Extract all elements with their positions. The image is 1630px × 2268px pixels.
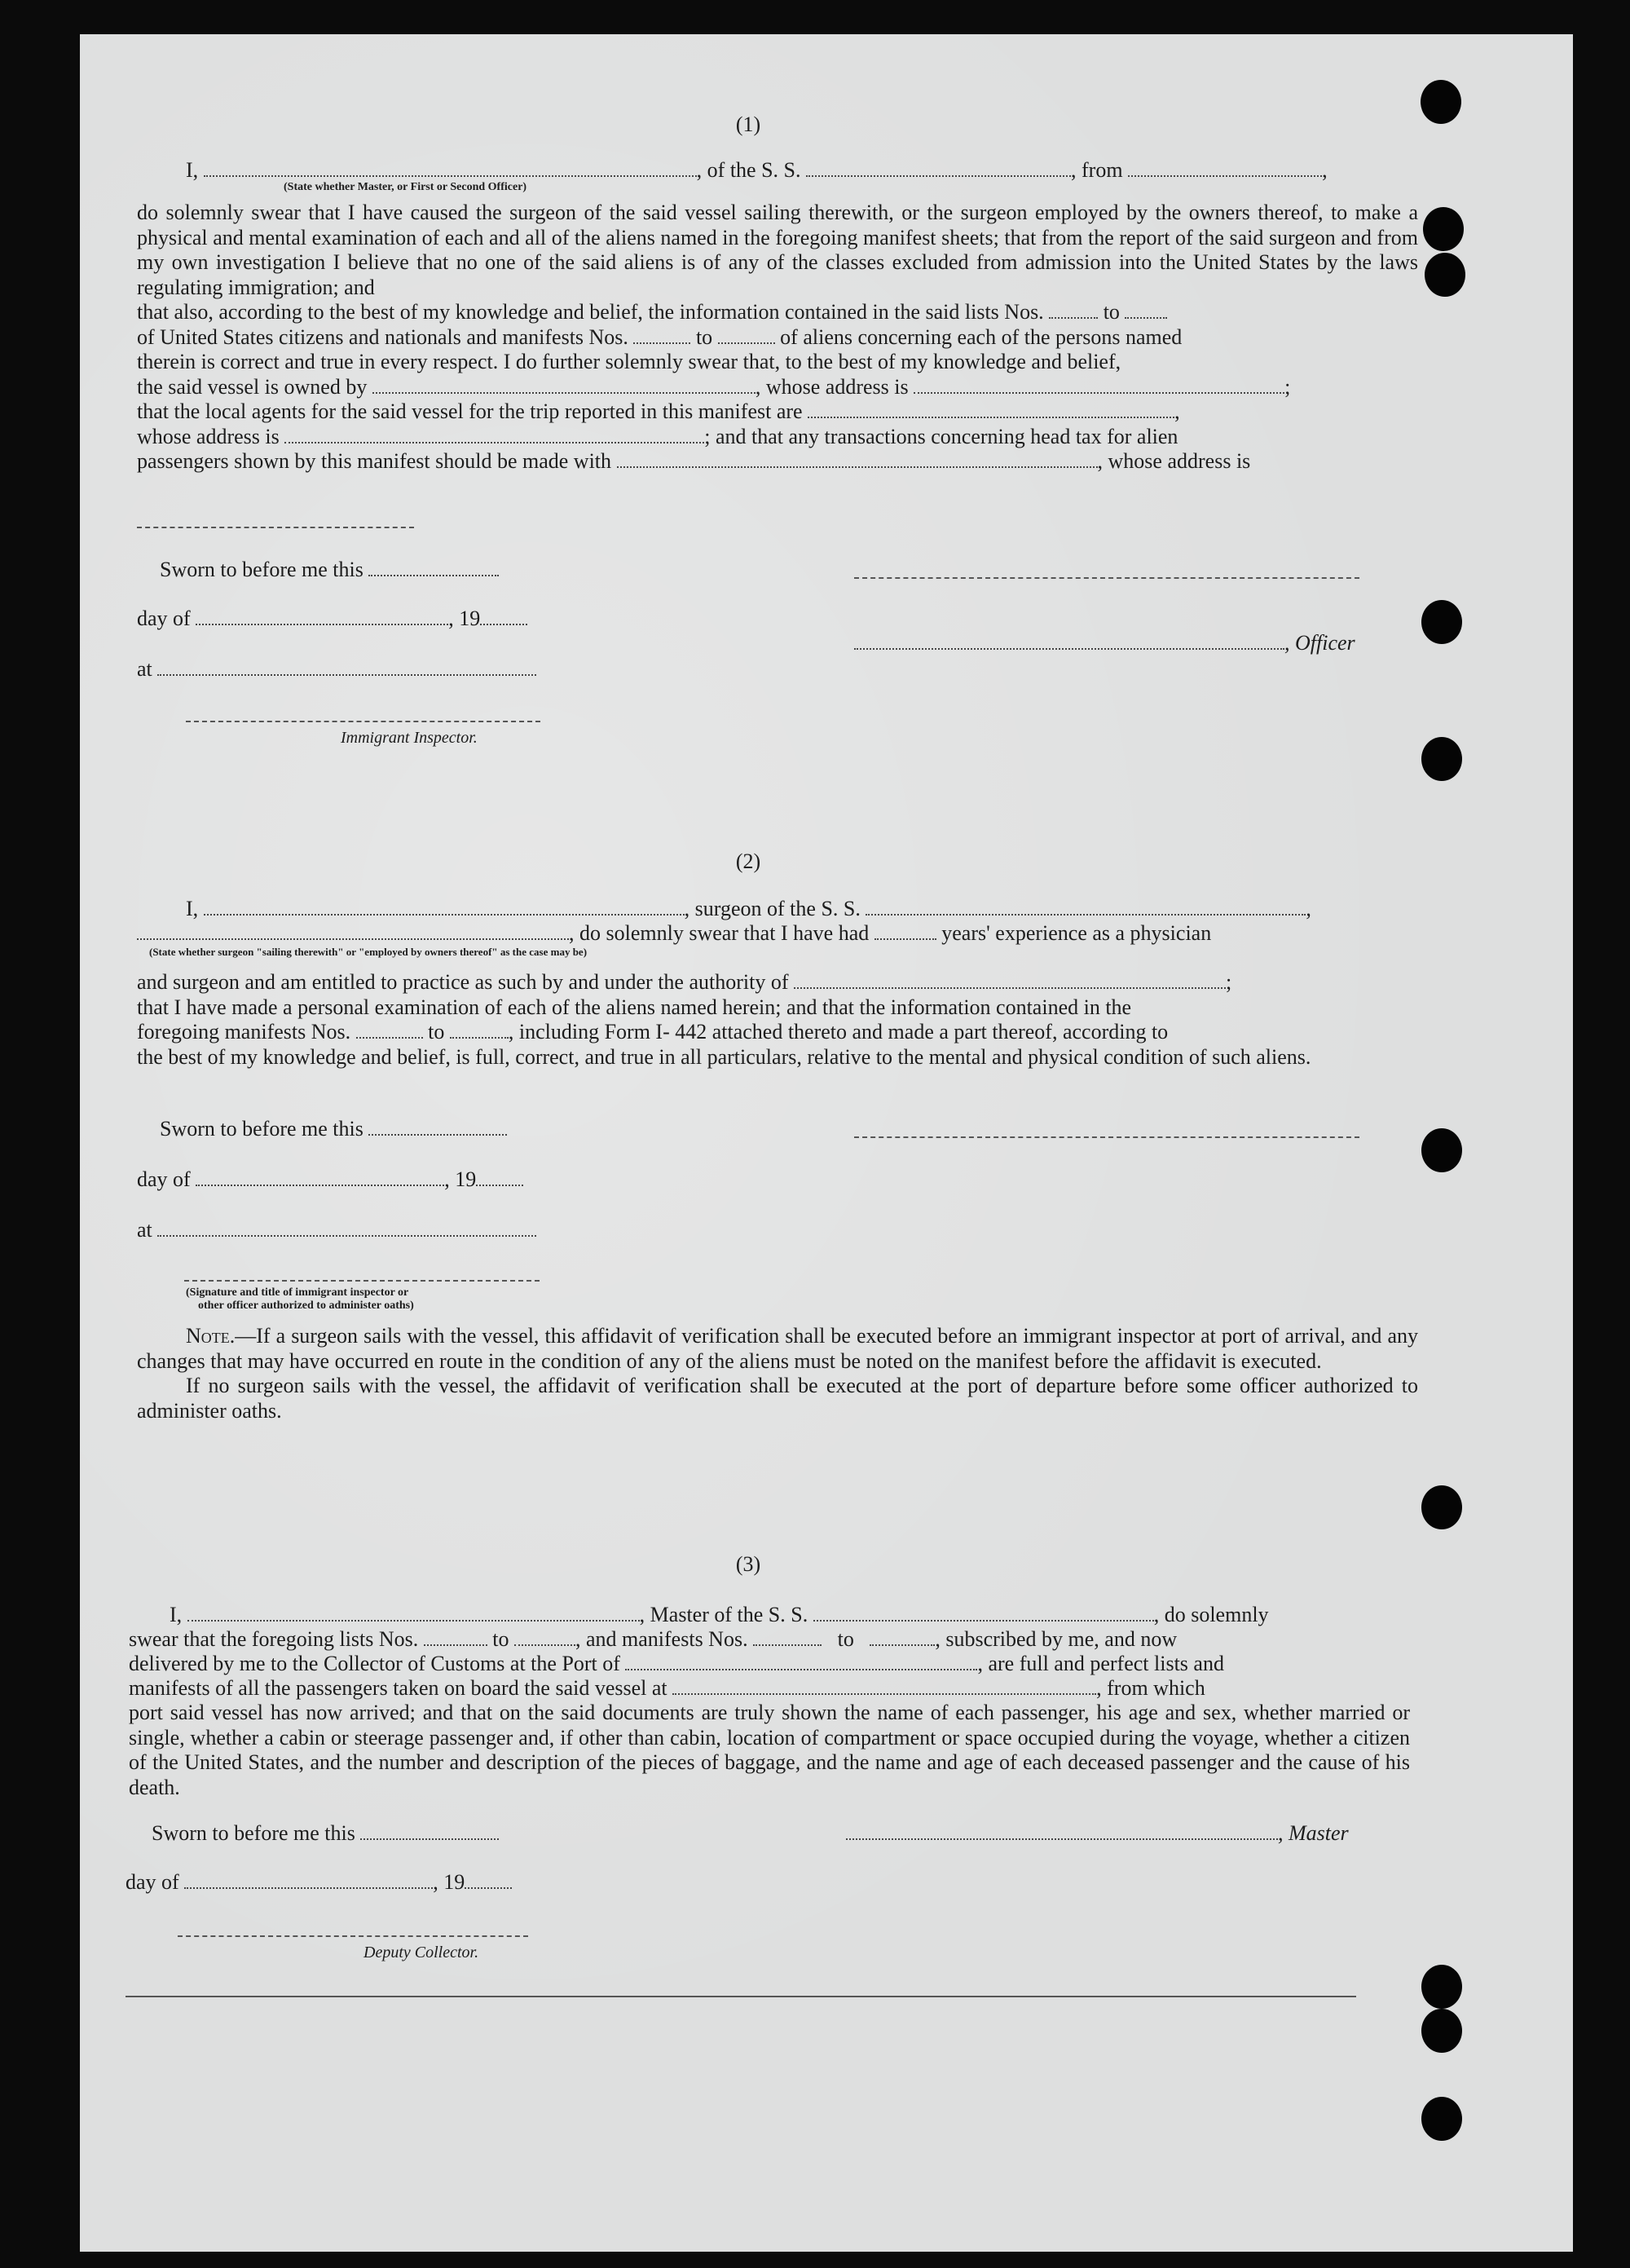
s3-line4: manifests of all the passengers taken on board the said vessel at , from which [129, 1676, 1205, 1700]
s2-sworn-blank[interactable] [368, 1118, 507, 1136]
s2-sig-note-2: other officer authorized to administer oaths) [198, 1299, 414, 1312]
s2-day-of: day of , 19 [137, 1167, 523, 1192]
s1-lists-from-blank[interactable] [1049, 301, 1098, 319]
s1-day-blank[interactable] [196, 607, 448, 625]
punch-hole [1421, 80, 1461, 124]
s3-line3: delivered by me to the Collector of Customs at the Port of , are full and perfect lists and [129, 1652, 1224, 1675]
s1-at-blank[interactable] [157, 658, 536, 676]
s3-boarding-port-blank[interactable] [672, 1677, 1096, 1695]
s1-vessel-blank[interactable] [806, 159, 1071, 177]
punch-hole [1421, 1965, 1462, 2009]
s1-para-g: whose address is ; and that any transactions concerning head tax for alien [137, 424, 1178, 448]
s1-agents-blank[interactable] [808, 400, 1174, 418]
s1-para-c: of United States citizens and nationals and manifests Nos. to of aliens concerning each of the persons named [137, 324, 1183, 349]
s1-pronoun: I, [186, 158, 199, 182]
s2-note-1: Note.—If a surgeon sails with the vessel, this affidavit of verification shall be executed before an immigrant inspector at port of arrival, and any changes that may have occurred en route in the condition of any of the aliens must be noted on the manifest before the affidavit is executed. [137, 1324, 1418, 1373]
s2-surgeon-name-blank[interactable] [204, 898, 685, 916]
s2-manifest-from-blank[interactable] [356, 1021, 423, 1039]
s3-line1: I, , Master of the S. S. , do solemnly [170, 1603, 1269, 1626]
s2-status-note: (State whether surgeon "sailing therewith" or "employed by owners thereof" as the case may be) [149, 946, 588, 958]
s2-at-blank[interactable] [157, 1219, 536, 1237]
s1-headtax-blank[interactable] [617, 450, 1098, 468]
s1-sworn: Sworn to before me this [160, 558, 499, 582]
s1-inspector-label: Immigrant Inspector. [341, 729, 478, 747]
form-page [80, 34, 1573, 2252]
s3-sworn-blank[interactable] [360, 1822, 499, 1840]
s3-year-blank[interactable] [465, 1871, 512, 1889]
punch-hole [1425, 253, 1465, 297]
s1-owner-address-blank[interactable] [914, 376, 1284, 394]
s2-para-c: foregoing manifests Nos. to , including Form I- 442 attached thereto and made a part thereof, according to [137, 1020, 1169, 1044]
s1-from-blank[interactable] [1128, 159, 1322, 177]
s2-year-blank[interactable] [476, 1168, 523, 1186]
section-1-heading: (1) [735, 113, 761, 136]
s3-lists-to-blank[interactable] [514, 1628, 575, 1646]
s1-para-a: do solemnly swear that I have caused the surgeon of the said vessel sailing therewith, or the surgeon employed by the owners thereof, to make a physical and mental examination of each and all of the aliens named in the foregoing manifest sheets; that from the report of the said surgeon and from my own investigation I believe that no one of the said aliens is of any of the classes excluded from admission into the United States by the laws regulating immigration; and [137, 201, 1418, 299]
s3-line2: swear that the foregoing lists Nos. to , and manifests Nos. to , subscribed by me, and now [129, 1627, 1178, 1651]
s1-oath-line: I, , of the S. S. , from , [186, 158, 1328, 182]
s1-para-e: the said vessel is owned by , whose address is ; [137, 374, 1291, 399]
s3-day-of: day of , 19 [126, 1870, 512, 1895]
s3-collector-label: Deputy Collector. [363, 1944, 479, 1961]
punch-hole [1423, 207, 1464, 251]
s1-ss-label: , of the S. S. [696, 158, 801, 182]
s2-signature-line[interactable] [854, 1136, 1359, 1138]
s3-manifest-to-blank[interactable] [870, 1628, 935, 1646]
s3-day-blank[interactable] [184, 1871, 433, 1889]
s2-note-2: If no surgeon sails with the vessel, the affidavit of verification shall be executed at the port of departure before some officer authorized to administer oaths. [137, 1374, 1418, 1423]
s2-surgeon-status-blank[interactable] [137, 922, 569, 940]
s3-lists-from-blank[interactable] [424, 1628, 487, 1646]
s1-para-f: that the local agents for the said vessel for the trip reported in this manifest are , [137, 399, 1180, 423]
punch-hole [1421, 600, 1462, 644]
section-2-heading: (2) [735, 849, 761, 873]
s2-manifest-to-blank[interactable] [450, 1021, 509, 1039]
s1-from-label: , from [1071, 158, 1123, 182]
s1-para-d: therein is correct and true in every respect. I do further solemnly swear that, to the best of my knowledge and belief, [137, 350, 1121, 373]
s1-day-of: day of , 19 [137, 607, 527, 631]
s3-sworn: Sworn to before me this [152, 1821, 499, 1846]
s1-manifest-from-blank[interactable] [633, 326, 690, 344]
s1-address-blank[interactable] [137, 527, 414, 528]
s1-inspector-signature-line[interactable] [186, 721, 540, 722]
punch-hole [1421, 2097, 1462, 2141]
s1-officer-signature-line[interactable] [854, 577, 1359, 579]
punch-hole [1421, 2009, 1462, 2053]
s2-at: at [137, 1218, 536, 1242]
s1-para-b: that also, according to the best of my knowledge and belief, the information contained in the said lists Nos. to [137, 300, 1418, 325]
punch-hole [1421, 737, 1462, 781]
s1-owner-blank[interactable] [372, 376, 756, 394]
s1-officer-note: (State whether Master, or First or Second Officer) [284, 181, 527, 193]
s3-master-name-blank[interactable] [187, 1604, 640, 1622]
s2-vessel-blank[interactable] [866, 898, 1306, 916]
s3-port-blank[interactable] [625, 1652, 977, 1670]
s2-authority-blank[interactable] [794, 971, 1226, 989]
s3-collector-signature-line[interactable] [178, 1935, 528, 1937]
s1-para-h: passengers shown by this manifest should be made with , whose address is [137, 449, 1251, 473]
s3-master-signature-blank[interactable] [846, 1822, 1278, 1840]
s2-para-a: and surgeon and am entitled to practice as such by and under the authority of ; [137, 970, 1232, 994]
s3-manifest-from-blank[interactable] [753, 1628, 822, 1646]
s1-officer-name-blank[interactable] [854, 632, 1284, 650]
s2-line2: , do solemnly swear that I have had years' experience as a physician [137, 921, 1211, 946]
punch-hole [1421, 1128, 1462, 1172]
s2-years-blank[interactable] [874, 922, 936, 940]
s2-sworn: Sworn to before me this [160, 1117, 507, 1141]
s2-note-block [137, 1324, 1418, 1423]
s3-oath-paragraph: port said vessel has now arrived; and that on the said documents are truly shown the name of each passenger, his age and sex, whether married or single, whether a cabin or steerage passenger and, if other than cabin, location of compartment or space occupied during the voyage, whether a citizen of the United States, and the number and description of the pieces of baggage, and the name and age of each deceased passenger and the cause of his death. [129, 1701, 1410, 1799]
s2-day-blank[interactable] [196, 1168, 444, 1186]
s2-line1: I, , surgeon of the S. S. , [186, 897, 1311, 920]
s3-master-line: , Master [846, 1821, 1349, 1846]
s2-para-b: that I have made a personal examination of each of the aliens named herein; and that the information contained in the [137, 995, 1132, 1019]
s1-sworn-blank[interactable] [368, 558, 499, 576]
s1-at: at [137, 657, 536, 682]
s1-officer-line: , Officer [854, 631, 1355, 655]
s1-year-blank[interactable] [480, 607, 527, 625]
s3-vessel-blank[interactable] [813, 1604, 1154, 1622]
s2-sig-note-1: (Signature and title of immigrant inspector or [186, 1286, 409, 1299]
punch-hole [1421, 1485, 1462, 1529]
s1-officer-blank[interactable] [204, 159, 697, 177]
bottom-rule [126, 1996, 1356, 1997]
s1-oath-paragraph [137, 201, 1418, 474]
section-3-heading: (3) [735, 1552, 761, 1576]
s2-official-signature-line[interactable] [184, 1280, 540, 1282]
s2-oath-paragraph [137, 970, 1418, 1070]
s1-lists-to-blank[interactable] [1125, 301, 1167, 319]
s1-manifest-to-blank[interactable] [718, 326, 775, 344]
s1-agents-address-blank[interactable] [284, 426, 704, 443]
s2-para-d: the best of my knowledge and belief, is full, correct, and true in all particulars, relative to the mental and physical condition of such aliens. [137, 1044, 1311, 1069]
